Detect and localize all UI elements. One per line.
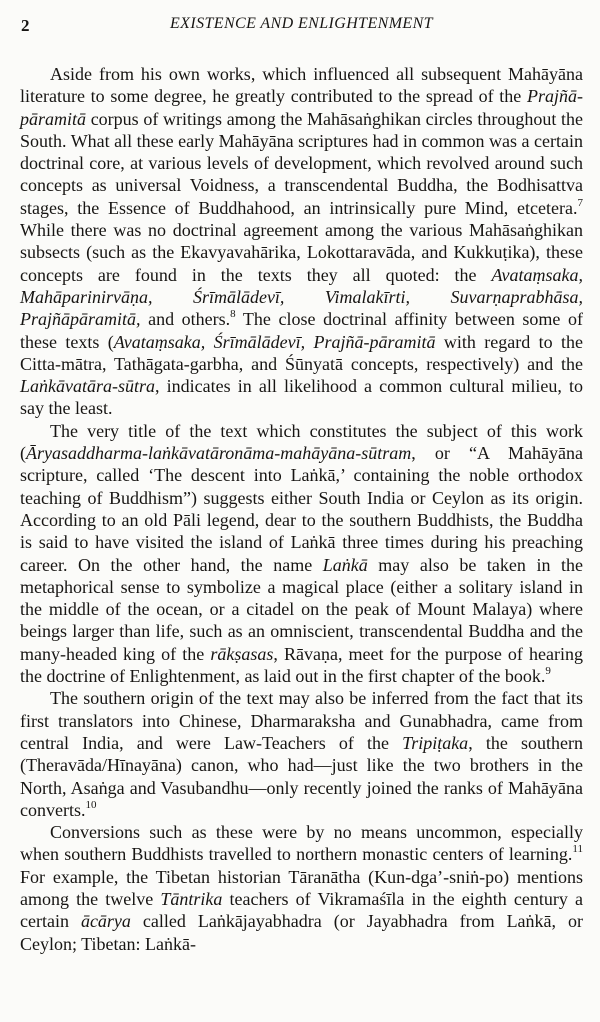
footnote-marker: 7 — [577, 196, 583, 209]
italic-term: rākṣasas — [210, 643, 274, 664]
text-run: may also be taken in the metaphorical sense to symbolize a magical place (either a solitary island in the middle of the ocean, or a citadel on the peak of Mount Malaya) where beings larger than life, such as an omniscient, transcendental Buddha and the many-headed king of the — [20, 554, 583, 664]
paragraph — [20, 420, 583, 688]
footnote-marker: 10 — [85, 798, 97, 811]
footnote-marker: 9 — [545, 665, 551, 678]
text-run: with regard to the Citta-mātra, Tathāgata-garbha, and Śūnyatā concepts, respectively) and the — [20, 331, 583, 374]
text-run: The southern origin of the text may also be inferred from the fact that its first translators into Chinese, Dharmaraksha and Gunabhadra, came from central India, and were Law-Teachers of the — [20, 688, 583, 753]
italic-term: Āryasaddharma-laṅkāvatāronāma-mahāyāna-sūtram — [26, 443, 412, 464]
paragraph — [20, 687, 583, 821]
text-run: While there was no doctrinal agreement among the various Mahāsaṅghikan subsects (such as the Ekavyavahārika, Lokottaravāda, and Kukkuṭika), these concepts are found in the texts they all quoted: the — [20, 220, 583, 285]
text-run: , indicates in all likelihood a common cultural milieu, to say the least. — [20, 376, 583, 419]
text-run: , Rāvaṇa, meet for the purpose of hearing the doctrine of Enlightenment, as laid out in the first chapter of the book. — [20, 643, 583, 687]
text-run: called Laṅkājayabhadra (or Jayabhadra from Laṅkā, or Ceylon; Tibetan: Laṅkā- — [20, 911, 583, 954]
italic-term: Tāntrika — [160, 888, 223, 909]
running-title: EXISTENCE AND ENLIGHTENMENT — [170, 15, 433, 32]
text-run: corpus of writings among the Mahāsaṅghikan circles throughout the South. What all these early Mahāyāna scriptures had in common was a certain doctrinal core, at various levels of development, which revolved around such concepts as universal Voidness, a transcendental Buddha, the Bodhisattva stages, the Essence of Buddhahood, an intrinsically pure Mind, etcetera. — [20, 108, 583, 218]
italic-term: Avataṃsaka, Śrīmālādevī, Prajñā-pāramitā — [113, 331, 436, 352]
text-run: For example, the Tibetan historian Tāranātha (Kun-dga’-sniṅ-po) mentions among the twelve — [20, 866, 583, 909]
italic-term: ācārya — [80, 911, 131, 932]
italic-term: Laṅkā — [322, 554, 368, 575]
text-run: , or “A Mahāyāna scripture, called ‘The descent into Laṅkā,’ containing the noble orthodox teaching of Buddhism”) suggests either South India or Ceylon as its origin. According to an old Pāli legend, dear to the southern Buddhists, the Buddha is said to have visited the island of Laṅkā three times during his preaching career. On the other hand, the name — [20, 443, 583, 575]
page-header — [20, 15, 583, 39]
text-run: , the southern (Theravāda/Hīnayāna) canon, who had—just like the two brothers in the North, Asaṅga and Vasubandhu—only recently joined the ranks of Mahāyāna converts. — [20, 732, 583, 820]
page-body — [20, 63, 583, 955]
text-run: Conversions such as these were by no means uncommon, especially when southern Buddhists travelled to northern monastic centers of learning. — [20, 822, 583, 865]
paragraph — [20, 63, 583, 420]
italic-term: Laṅkāvatāra-sūtra — [20, 376, 155, 397]
paragraph — [20, 821, 583, 955]
text-run: Aside from his own works, which influenced all subsequent Mahāyāna literature to some degree, he greatly contributed to the spread of the — [20, 64, 583, 107]
page-number: 2 — [21, 16, 30, 35]
italic-term: Tripiṭaka — [402, 732, 469, 753]
text-run: The very title of the text which constitutes the subject of this work ( — [20, 420, 583, 464]
italic-term: Prajñā-pāramitā — [20, 86, 583, 129]
footnote-marker: 11 — [572, 843, 583, 856]
text-run: teachers of Vikramaśīla in the eighth century a certain — [20, 888, 583, 932]
text-run: The close doctrinal affinity between some of these texts ( — [20, 309, 583, 352]
italic-term: Avataṃsaka, Mahāparinirvāṇa, Śrīmālādevī, Vimalakīrti, Suvarṇaprabhāsa, Prajñāpāramitā, — [20, 264, 583, 330]
text-run: and others. — [140, 309, 231, 330]
footnote-marker: 8 — [230, 308, 236, 321]
